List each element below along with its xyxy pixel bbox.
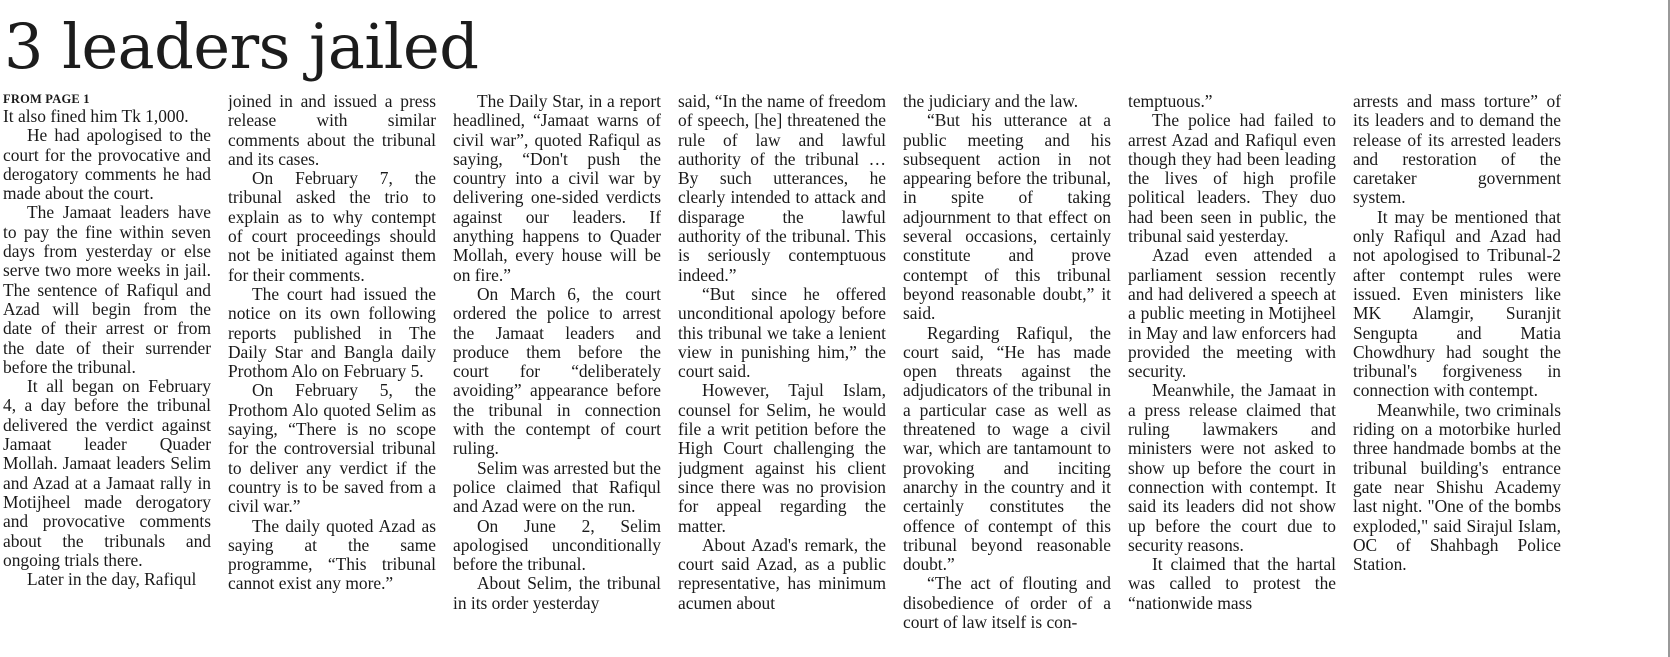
article-paragraph: The court had issued the notice on its own following reports published in The Daily Star and Bangla daily Prothom Alo on February 5. (228, 283, 436, 382)
article-paragraph: Regarding Rafiqul, the court said, “He has made open threats against the adjudicators of the tribunal in a particular case as well as threatened to wage a civil war, which are tantamount to provoking and inciting anarchy in the country and it certainly constitutes the offence of contempt of this tribunal beyond reasonable doubt.” (903, 322, 1111, 575)
article-column-7 (1353, 92, 1561, 657)
article-paragraph: On March 6, the court ordered the police to arrest the Jamaat leaders and produce them before the court for “deliberately avoiding” appearance before the tribunal in connection with the contempt of court ruling. (453, 283, 661, 459)
article-paragraph: “But since he offered unconditional apology before this tribunal we take a lenient view in punishing him,” the court said. (678, 283, 886, 382)
article-paragraph: It claimed that the hartal was called to protest the “nationwide mass (1128, 554, 1336, 613)
article-body (3, 92, 1665, 657)
article-paragraph: About Azad's remark, the court said Azad, as a public representative, has minimum acumen about (678, 534, 886, 613)
continued-from-label: FROM PAGE 1 (3, 92, 90, 106)
article-paragraph: He had apologised to the court for the provocative and derogatory comments he had made about the court. (3, 125, 211, 204)
article-paragraph: However, Tajul Islam, counsel for Selim, he would file a writ petition before the High Court challenging the judgment against his client since there was no provision for appeal regarding the matter. (678, 380, 886, 536)
article-paragraph: Later in the day, Rafiqul (27, 569, 197, 590)
article-paragraph: temptuous.” (1128, 92, 1213, 111)
article-paragraph: The police had failed to arrest Azad and Rafiqul even though they had been leading the lives of high profile political leaders. They duo had been seen in public, the tribunal said yesterday. (1128, 110, 1336, 247)
article-paragraph: On June 2, Selim apologised unconditionally before the tribunal. (453, 515, 661, 575)
article-paragraph: Azad even attended a parliament session recently and had delivered a speech at a public meeting in Motijheel in May and law enforcers had provided the meeting with security. (1128, 245, 1336, 382)
article-column-4 (678, 92, 886, 657)
article-column-5 (903, 92, 1111, 657)
article-paragraph: Meanwhile, two criminals riding on a motorbike hurled three handmade bombs at the tribunal building's entrance gate near Shishu Academy last night. "One of the bombs exploded," said Sirajul Islam, OC of Shahbagh Police Station. (1353, 399, 1561, 575)
article-paragraph: About Selim, the tribunal in its order yesterday (453, 573, 661, 613)
article-paragraph: On February 7, the tribunal asked the trio to explain as to why contempt of court proceedings should not be initiated against them for their comments. (228, 168, 436, 285)
article-paragraph: It also fined him Tk 1,000. (3, 106, 189, 126)
article-paragraph: the judiciary and the law. (903, 92, 1079, 111)
article-paragraph: It all began on February 4, a day before the tribunal delivered the verdict against Jamaat leader Quader Mollah. Jamaat leaders Selim and Azad at a Jamaat rally in Motijheel made derogatory and provocative comments about the tribunals and ongoing trials there. (3, 376, 211, 570)
article-paragraph: It may be mentioned that only Rafiqul and Azad had not apologised to Tribunal-2 after contempt rules were issued. Even ministers like MK Alamgir, Suranjit Sengupta and Matia Chowdhury had sought the tribunal's forgiveness in connection with contempt. (1353, 206, 1561, 401)
article-paragraph: “But his utterance at a public meeting and his subsequent action in not appearing before the tribunal, in spite of taking adjournment to that effect on several occasions, certainly constitute and prove contempt of this tribunal beyond reasonable doubt,” it said. (903, 110, 1111, 324)
article-column-2 (228, 92, 436, 657)
article-paragraph: The daily quoted Azad as saying at the same programme, “This tribunal cannot exist any more.” (228, 515, 436, 594)
article-column-3 (453, 92, 661, 657)
headline: 3 leaders jailed (4, 10, 479, 83)
article-column-6 (1128, 92, 1336, 657)
article-paragraph: said, “In the name of freedom of speech, [he] threatened the rule of law and lawful authority of the tribunal … By such utterances, he clearly intended to attack and disparage the lawful authority of the tribunal. This is seriously contemptuous indeed.” (678, 92, 886, 285)
article-paragraph: Meanwhile, the Jamaat in a press release claimed that ruling lawmakers and ministers were not asked to show up before the court in connection with contempt. It said its leaders did not show up before the court due to security reasons. (1128, 380, 1336, 555)
article-column-1 (3, 92, 211, 657)
article-paragraph: On February 5, the Prothom Alo quoted Selim as saying, “There is no scope for the controversial tribunal to deliver any verdict if the country is to be saved from a civil war.” (228, 380, 436, 517)
article-paragraph: joined in and issued a press release with similar comments about the tribunal and its cases. (228, 92, 436, 169)
article-paragraph: Selim was arrested but the police claimed that Rafiqul and Azad were on the run. (453, 457, 661, 517)
article-paragraph: “The act of flouting and disobedience of order of a court of law itself is con- (903, 573, 1111, 633)
article-paragraph: The Jamaat leaders have to pay the fine within seven days from yesterday or else serve two more weeks in jail. The sentence of Rafiqul and Azad will begin from the date of their arrest or from the date of their surrender before the tribunal. (3, 202, 211, 377)
article-paragraph: The Daily Star, in a report headlined, “Jamaat warns of civil war”, quoted Rafiqul as saying, “Don't push the country into a civil war by delivering one-sided verdicts against our leaders. If anything happens to Quader Mollah, every house will be on fire.” (453, 92, 661, 285)
article-paragraph: arrests and mass torture” of its leaders and to demand the release of its arrested leaders and restoration of the caretaker government system. (1353, 92, 1561, 208)
